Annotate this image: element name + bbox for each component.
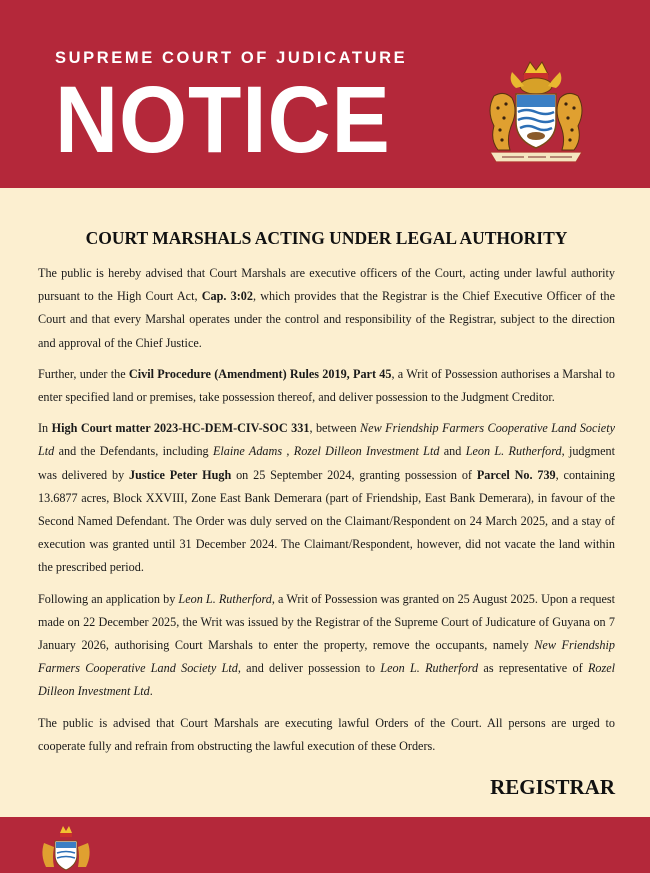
signature-registrar: REGISTRAR — [490, 775, 615, 800]
paragraph-authority: The public is hereby advised that Court Marshals are executive officers of the Court, acting under lawful authority pursuant to the High Court Act, Cap. 3:02, which provides that the Registrar is the Chief Executive Officer of the Court and that every Marshal operates under the control and responsibility of the Registrar, subject to the direction and approval of the Chief Justice. — [38, 266, 616, 350]
footer-coat-of-arms-icon — [38, 823, 94, 873]
paragraph-civil-procedure: Further, under the Civil Procedure (Amendment) Rules 2019, Part 45, a Writ of Possession authorises a Marshal to enter specified land or premises, take possession thereof, and deliver possession to the Judgment Creditor. — [38, 366, 615, 405]
court-name: SUPREME COURT OF JUDICATURE — [55, 49, 408, 67]
header-banner — [0, 0, 650, 188]
paragraph-judgment: In High Court matter 2023-HC-DEM-CIV-SOC 331, between New Friendship Farmers Cooperative Land Society Ltd and the Defendants, including Elaine Adams , Rozel Dilleon Investment Ltd and Leon L. Rutherford, judgment was delivered by Justice Peter Hugh on 25 September 2024, granting possession of Parcel No. 739, containing 13.6877 acres, Block XXVIII, Zone East Bank Demerara (part of Friendship, East Bank Demerara), in favour of the Second Named Defendant. The Order was duly served on the Claimant/Respondent on 24 March 2025, and a stay of execution was granted until 31 December 2024. The Claimant/Respondent, however, did not vacate the land within the prescribed period. — [38, 421, 615, 575]
paragraph-public-advisory: The public is advised that Court Marshals are executing lawful Orders of the Court. All persons are urged to cooperate fully and refrain from obstructing the lawful execution of these Orders. — [38, 715, 615, 753]
notice-heading: COURT MARSHALS ACTING UNDER LEGAL AUTHORITY — [85, 228, 568, 248]
notice-body — [38, 228, 615, 800]
paragraph-writ: Following an application by Leon L. Rutherford, a Writ of Possession was granted on 25 August 2025. Upon a request made on 22 December 2025, the Writ was issued by the Registrar of the Supreme Court of Judicature of Guyana on 7 January 2026, authorising Court Marshals to enter the property, remove the occupants, namely New Friendship Farmers Cooperative Land Society Ltd, and deliver possession to Leon L. Rutherford as representative of Rozel Dilleon Investment Ltd. — [38, 591, 616, 699]
coat-of-arms-icon — [480, 52, 592, 164]
notice-title: NOTICE — [55, 67, 391, 173]
footer-banner — [0, 817, 650, 873]
